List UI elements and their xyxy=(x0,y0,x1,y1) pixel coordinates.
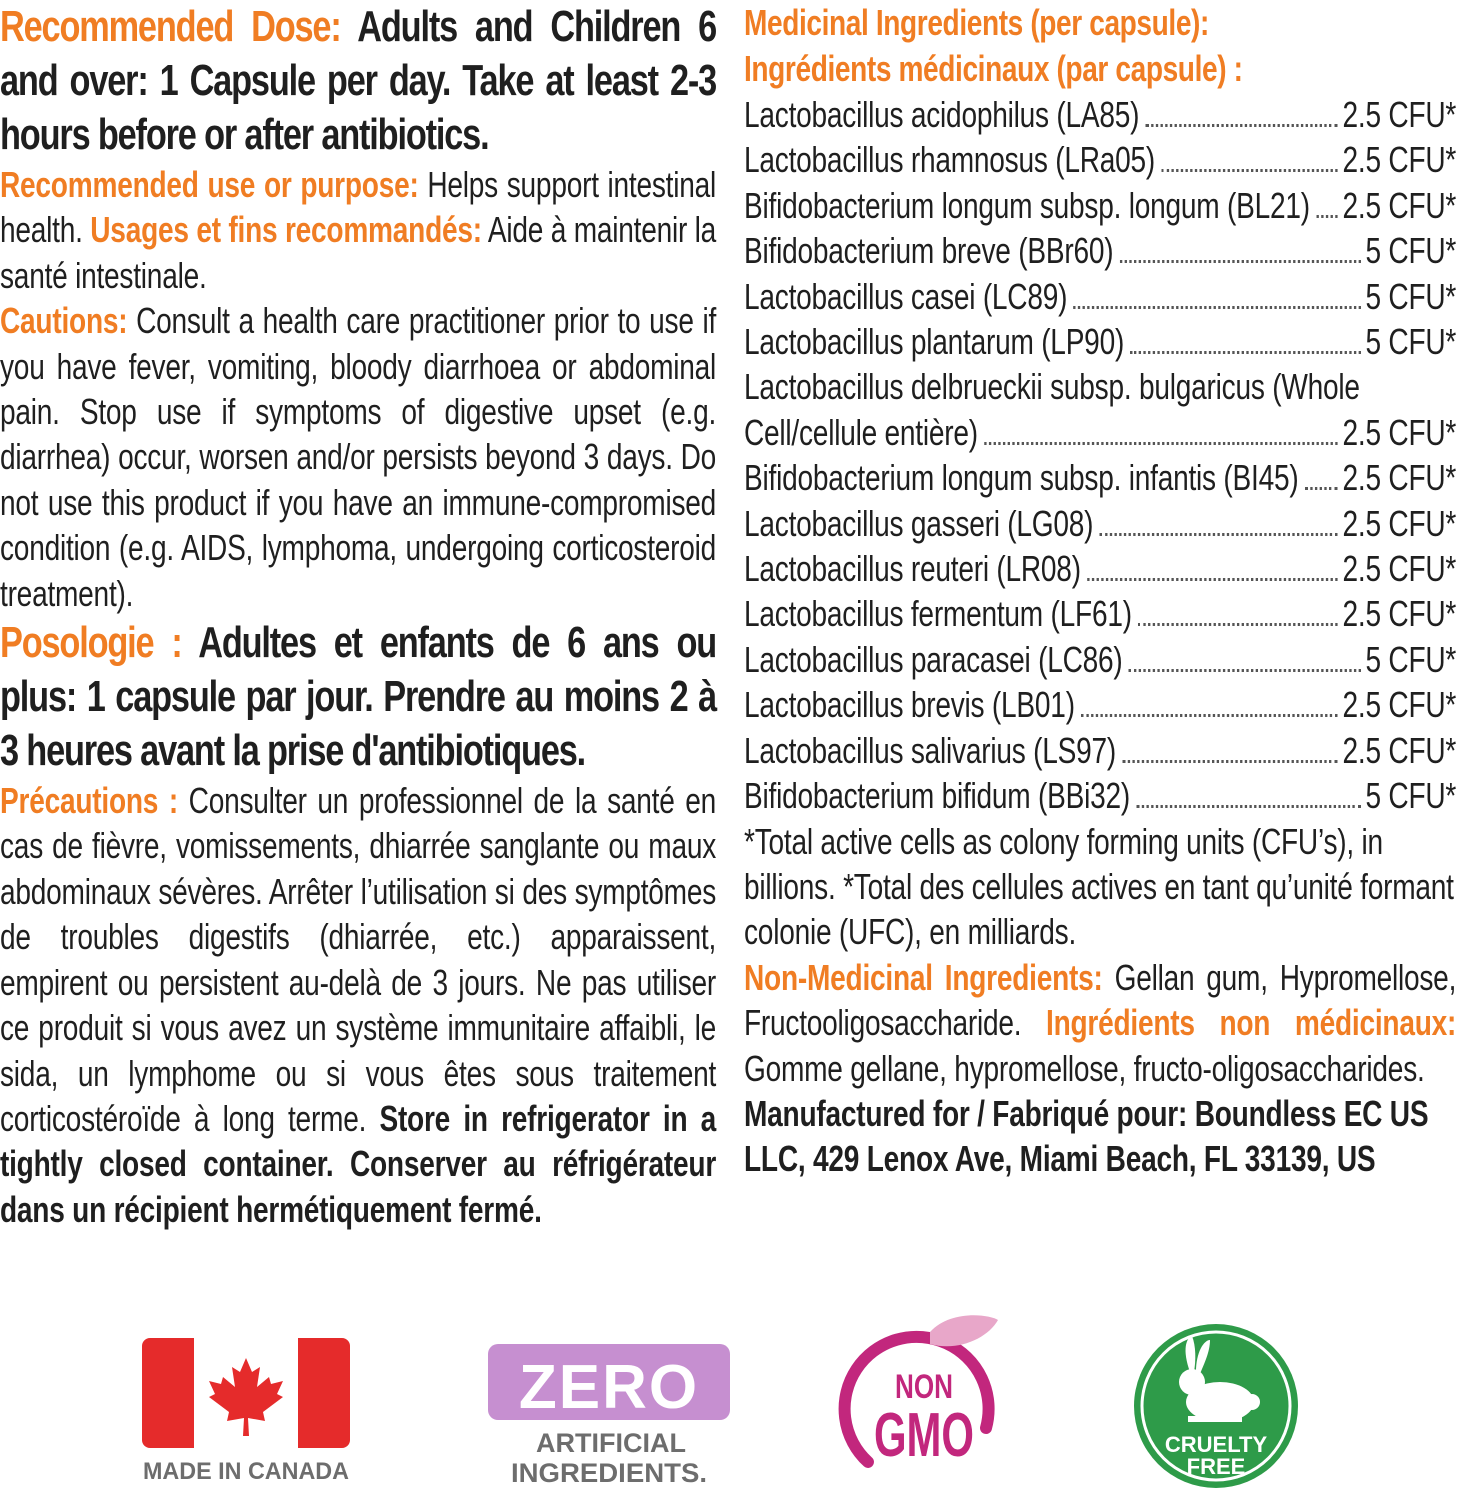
ingredient-amount: 2.5 CFU* xyxy=(1342,548,1457,590)
cruelty-line-2: FREE xyxy=(1186,1454,1246,1479)
ingredient-name: Bifidobacterium longum subsp. longum (BL21) xyxy=(744,184,1310,226)
use-label: Recommended use or purpose: xyxy=(0,164,419,205)
cautions-paragraph xyxy=(0,298,716,616)
ingredient-row xyxy=(744,274,1456,319)
ingredient-name: Bifidobacterium bifidum (BBi32) xyxy=(744,775,1131,817)
ingredient-amount: 5 CFU* xyxy=(1365,275,1457,317)
nonmed-fr-text: Gomme gellane, hypromellose, fructo-oligosaccharides. xyxy=(744,1047,1425,1089)
ingredient-amount: 5 CFU* xyxy=(1365,230,1457,272)
cautions-label: Cautions: xyxy=(0,300,128,342)
ingredient-name: Lactobacillus gasseri (LG08) xyxy=(744,502,1094,544)
zero-line-1: ARTIFICIAL xyxy=(536,1428,686,1458)
ingredient-name: Bifidobacterium longum subsp. infantis (BI45) xyxy=(744,457,1299,499)
ingredient-row xyxy=(744,92,1456,137)
gmo-bottom-text: GMO xyxy=(874,1401,974,1470)
zero-title: ZERO xyxy=(518,1353,700,1422)
ingredient-row xyxy=(744,319,1456,364)
leader-dots xyxy=(1161,169,1338,172)
ingredient-row xyxy=(744,728,1456,773)
leader-dots xyxy=(1081,714,1338,717)
nonmed-label: Non-Medicinal Ingredients: xyxy=(744,956,1103,998)
ingredient-amount: 2.5 CFU* xyxy=(1342,139,1457,181)
posologie-paragraph xyxy=(0,616,716,778)
ingredient-amount: 2.5 CFU* xyxy=(1342,457,1457,499)
ingredient-row xyxy=(744,546,1456,591)
ingredient-amount: 2.5 CFU* xyxy=(1342,94,1457,135)
ingredient-amount: 2.5 CFU* xyxy=(1342,184,1457,226)
leader-dots xyxy=(1130,351,1360,354)
ingredient-row xyxy=(744,773,1456,818)
leader-dots xyxy=(1305,487,1338,490)
zero-artificial-badge xyxy=(486,1342,732,1488)
ingredient-amount: 5 CFU* xyxy=(1365,775,1457,817)
directions-column xyxy=(0,0,716,1232)
leader-dots xyxy=(1145,124,1337,127)
ingredient-row xyxy=(744,591,1456,636)
ingredient-name-continued: Cell/cellule entière) xyxy=(744,411,978,453)
ingredient-name: Lactobacillus acidophilus (LA85) xyxy=(744,94,1140,135)
canada-flag-icon xyxy=(138,1336,354,1486)
ingredient-name: Lactobacillus paracasei (LC86) xyxy=(744,638,1123,680)
medicinal-heading-fr: Ingrédients médicinaux (par capsule) : xyxy=(744,48,1243,89)
ingredient-name: Lactobacillus rhamnosus (LRa05) xyxy=(744,139,1156,181)
cautions-text: Consult a health care practitioner prior to use if you have fever, vomiting, bloody diarrhoea or abdominal pain. Stop use if symptoms of digestive upset (e.g. diarrhea) occur, worsen and/or persists beyond 3 days. Do not use this product if you have an immune-compromised condition (e.g. AIDS, lymphoma, undergoing corticosteroid treatment). xyxy=(0,300,717,614)
dose-paragraph xyxy=(0,0,716,162)
leader-dots xyxy=(1087,578,1338,581)
ingredient-name: Lactobacillus plantarum (LP90) xyxy=(744,321,1125,363)
leaf-icon xyxy=(930,1315,998,1346)
ingredient-row xyxy=(744,455,1456,500)
non-gmo-badge xyxy=(838,1312,1008,1492)
precautions-paragraph xyxy=(0,778,716,1232)
gmo-top-text: NON xyxy=(895,1368,953,1406)
non-medicinal-paragraph xyxy=(744,955,1456,1091)
ingredient-name-line xyxy=(744,364,1456,409)
cruelty-free-badge xyxy=(1130,1320,1302,1492)
ingredients-column xyxy=(744,0,1456,1182)
storage-text: Store in refrigerator in a tightly closed container. Conserver au réfrigérateur dans un récipient hermétiquement fermé. xyxy=(0,1097,717,1230)
ingredient-name: Lactobacillus salivarius (LS97) xyxy=(744,729,1117,771)
ingredient-name: Lactobacillus brevis (LB01) xyxy=(744,684,1075,726)
ingredient-amount: 2.5 CFU* xyxy=(1342,502,1457,544)
posologie-label: Posologie : xyxy=(0,618,182,668)
made-in-canada-badge xyxy=(138,1336,354,1486)
ingredient-row xyxy=(744,637,1456,682)
ingredient-row xyxy=(744,137,1456,182)
ingredient-name: Lactobacillus casei (LC89) xyxy=(744,275,1068,317)
ingredient-row xyxy=(744,228,1456,273)
ingredient-amount: 2.5 CFU* xyxy=(1342,729,1457,771)
ingredient-row xyxy=(744,410,1456,455)
leader-dots xyxy=(1129,669,1361,672)
zero-line-2: INGREDIENTS. xyxy=(511,1458,707,1488)
ingredient-table xyxy=(744,92,1456,819)
ingredient-name: Bifidobacterium breve (BBr60) xyxy=(744,230,1114,272)
cfu-footnote: *Total active cells as colony forming units (CFU’s), in billions. *Total des cellules actives en tant qu’unité formant colonie (UFC), en milliards. xyxy=(744,820,1454,953)
ingredient-amount: 2.5 CFU* xyxy=(1342,593,1457,635)
leader-dots xyxy=(1122,760,1338,763)
dose-text: Adults and Children 6 and over: 1 Capsule per day. Take at least 2-3 hours before or after antibiotics. xyxy=(0,2,717,159)
medicinal-heading-en: Medicinal Ingredients (per capsule): xyxy=(744,2,1209,43)
canada-label: MADE IN CANADA xyxy=(143,1458,349,1485)
leader-dots xyxy=(1138,623,1338,626)
nonmed-text: Gellan gum, Hypromellose, Fructooligosaccharide. xyxy=(744,956,1457,1044)
leader-dots xyxy=(1136,805,1361,808)
precautions-text: Consulter un professionnel de la santé en cas de fièvre, vomissements, dhiarrée sanglante ou maux abdominaux sévères. Arrêter l’utilisation si des symptômes de troubles digestifs (dhiarrée, etc.) apparaissent, empirent ou persistent au-delà de 3 jours. Ne pas utiliser ce produit si vous avez un système immunitaire affaibli, le sida, un lymphome ou si vous êtes sous traitement corticostéroïde à long terme. xyxy=(0,780,717,1139)
ingredient-amount: 2.5 CFU* xyxy=(1342,411,1457,453)
leader-dots xyxy=(1316,215,1338,218)
leader-dots xyxy=(1100,533,1338,536)
ingredient-row xyxy=(744,682,1456,727)
dose-label: Recommended Dose: xyxy=(0,2,341,51)
ingredient-name: Lactobacillus delbrueckii subsp. bulgaricus (Whole xyxy=(744,366,1360,408)
leader-dots xyxy=(1120,260,1361,263)
use-paragraph xyxy=(0,162,716,298)
ingredient-amount: 5 CFU* xyxy=(1365,321,1457,363)
usages-text: Aide à maintenir la santé intestinale. xyxy=(0,209,717,296)
manufacturer-text: Manufactured for / Fabriqué pour: Boundless EC US LLC, 429 Lenox Ave, Miami Beach, FL 33139, US xyxy=(744,1092,1429,1180)
leader-dots xyxy=(984,442,1338,445)
posologie-text: Adultes et enfants de 6 ans ou plus: 1 capsule par jour. Prendre au moins 2 à 3 heures avant la prise d'antibiotiques. xyxy=(0,618,717,776)
ingredient-name: Lactobacillus fermentum (LF61) xyxy=(744,593,1132,635)
nonmed-fr-label: Ingrédients non médicinaux: xyxy=(1046,1002,1457,1044)
ingredient-name: Lactobacillus reuteri (LR08) xyxy=(744,548,1081,590)
ingredient-row xyxy=(744,501,1456,546)
ingredient-row xyxy=(744,183,1456,228)
cruelty-line-1: CRUELTY xyxy=(1164,1432,1268,1457)
leader-dots xyxy=(1073,306,1360,309)
ingredient-amount: 2.5 CFU* xyxy=(1342,684,1457,726)
precautions-label: Précautions : xyxy=(0,780,178,822)
usages-label: Usages et fins recommandés: xyxy=(90,209,482,251)
use-text: Helps support intestinal health. xyxy=(0,164,717,251)
ingredient-amount: 5 CFU* xyxy=(1365,638,1457,680)
